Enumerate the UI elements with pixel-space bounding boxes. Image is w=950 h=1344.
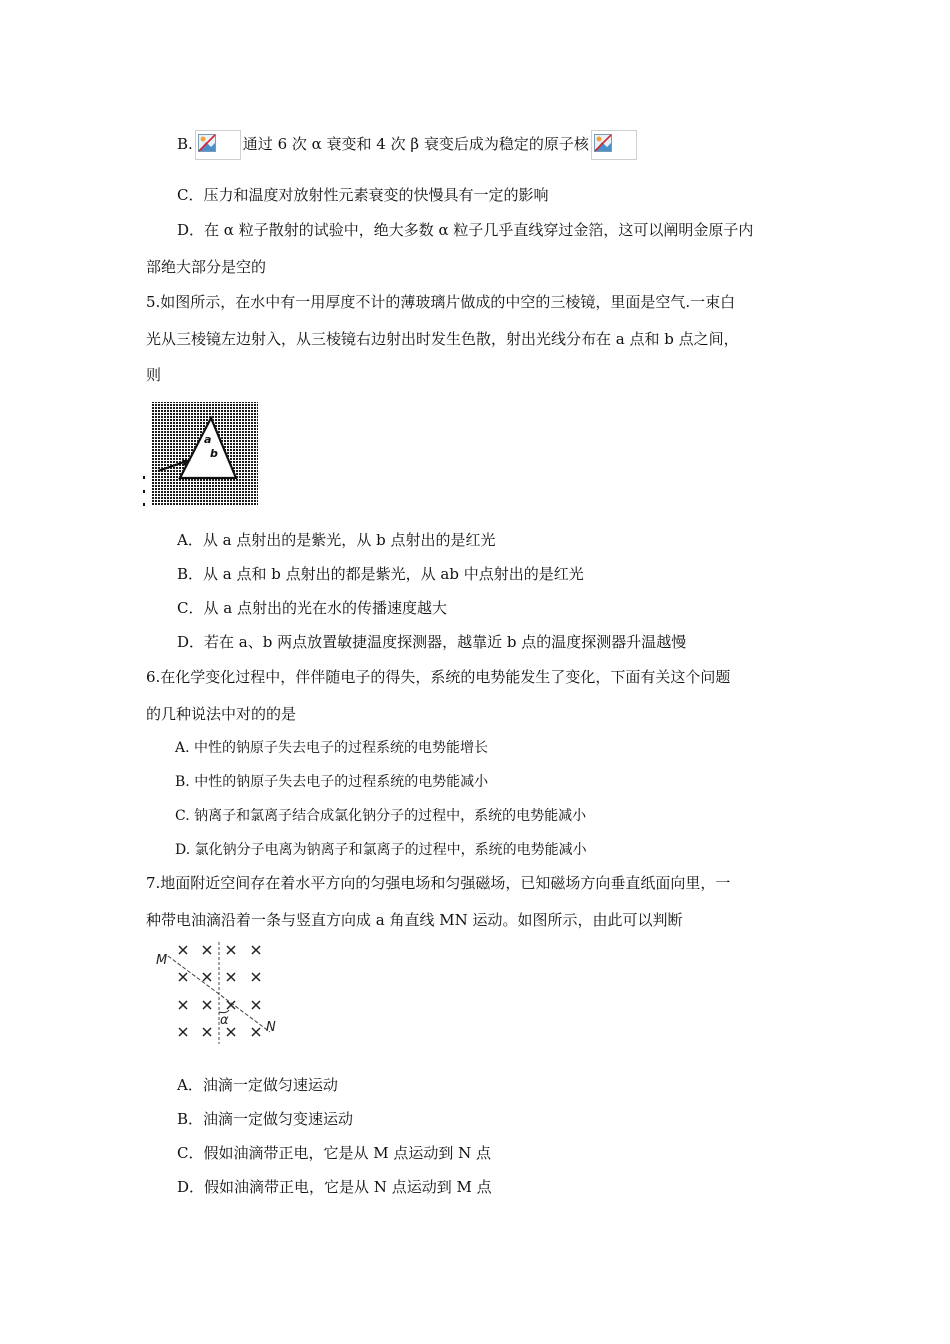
q6-stem-line2: 的几种说法中对的的是 — [146, 705, 297, 723]
prism-figure — [140, 398, 262, 510]
broken-image-icon — [591, 130, 637, 160]
q6-option-c: C. 钠离子和氯离子结合成氯化钠分子的过程中，系统的电势能减小 — [175, 808, 587, 824]
q7-stem-line2: 种带电油滴沿着一条与竖直方向成 a 角直线 MN 运动。如图所示，由此可以判断 — [146, 911, 683, 929]
magnetic-field-figure — [152, 940, 292, 1048]
q6-option-b: B. 中性的钠原子失去电子的过程系统的电势能减小 — [175, 774, 489, 790]
q5-option-a: A．从 a 点射出的是紫光，从 b 点射出的是红光 — [177, 531, 496, 549]
prism-label-a: a — [204, 433, 212, 446]
q5-option-b: B．从 a 点和 b 点射出的都是紫光，从 ab 中点射出的是红光 — [177, 565, 584, 583]
q5-option-d: D．若在 a、b 两点放置敏捷温度探测器，越靠近 b 点的温度探测器升温越慢 — [177, 633, 687, 651]
q4-option-c: C．压力和温度对放射性元素衰变的快慢具有一定的影响 — [177, 186, 549, 204]
label-n: N — [266, 1020, 276, 1035]
q7-option-c: C．假如油滴带正电，它是从 M 点运动到 N 点 — [177, 1144, 492, 1162]
broken-image-icon — [195, 130, 241, 160]
q5-stem-line2: 光从三棱镜左边射入，从三棱镜右边射出时发生色散，射出光线分布在 a 点和 b 点之间， — [146, 330, 739, 348]
q4-option-d-line1: D．在 α 粒子散射的试验中，绝大多数 α 粒子几乎直线穿过金箔，这可以阐明金原子内 — [177, 221, 754, 239]
q4-option-b-text: 通过 6 次 α 衰变和 4 次 β 衰变后成为稳定的原子核 — [242, 135, 589, 153]
q6-option-a: A. 中性的钠原子失去电子的过程系统的电势能增长 — [175, 740, 489, 756]
q5-option-c: C．从 a 点射出的光在水的传播速度越大 — [177, 599, 447, 617]
label-m: M — [156, 953, 168, 968]
q6-stem-line1: 6.在化学变化过程中，伴伴随电子的得失，系统的电势能发生了变化，下面有关这个问题 — [146, 668, 731, 686]
q4-option-b-prefix: B. — [177, 135, 193, 153]
q7-option-d: D．假如油滴带正电，它是从 N 点运动到 M 点 — [177, 1178, 492, 1196]
label-alpha: α — [220, 1013, 229, 1028]
prism-label-b: b — [210, 447, 218, 460]
q6-option-d: D. 氯化钠分子电离为钠离子和氯离子的过程中，系统的电势能减小 — [175, 842, 587, 858]
q5-stem-line3: 则 — [146, 366, 162, 384]
q7-option-b: B．油滴一定做匀变速运动 — [177, 1110, 354, 1128]
q4-option-b — [177, 130, 639, 160]
q5-stem-line1: 5.如图所示，在水中有一用厚度不计的薄玻璃片做成的中空的三棱镜，里面是空气.一束白 — [146, 293, 736, 311]
q7-option-a: A．油滴一定做匀速运动 — [177, 1076, 338, 1094]
q7-stem-line1: 7.地面附近空间存在着水平方向的匀强电场和匀强磁场，已知磁场方向垂直纸面向里，一 — [146, 874, 731, 892]
q4-option-d-line2: 部绝大部分是空的 — [146, 258, 267, 276]
